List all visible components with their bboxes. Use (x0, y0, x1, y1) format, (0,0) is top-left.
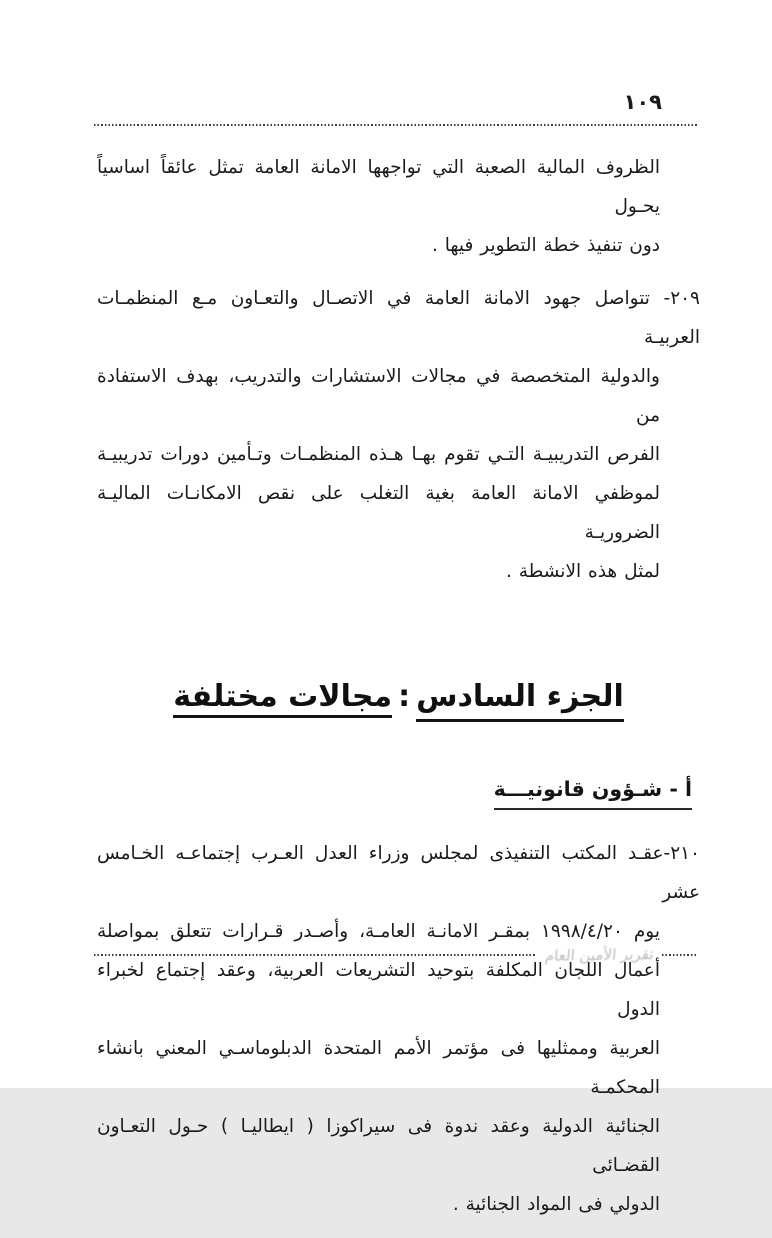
header-dotted-rule (94, 124, 698, 126)
section-heading-title: مجالات مختلفة (173, 679, 392, 718)
paragraph-line: الدولي فى المواد الجنائية . (452, 1194, 660, 1215)
subsection-heading-text: أ - شـؤون قانونيـــة (494, 777, 692, 810)
paragraph-line: لموظفي الامانة العامة بغية التغلب على نقص الامكانـات الماليـة الضروريـة (97, 483, 660, 543)
paragraph-line: الظروف المالية الصعبة التي تواجهها الامانة العامة تمثل عائقاً اساسياً يحـول (97, 157, 660, 217)
section-heading-part: الجزء السادس (416, 679, 624, 722)
paragraph-line: الجنائية الدولية وعقد ندوة فى سيراكوزا ( ايطاليـا ) حـول التعـاون القضـائى (97, 1116, 660, 1176)
paragraph-line: دون تنفيذ خطة التطوير فيها . (432, 235, 660, 256)
section-heading (97, 675, 700, 719)
footer-dotted-rule-short (662, 954, 698, 956)
page-footer (94, 946, 698, 964)
paragraph-line: أعمال اللجان المكلفة بتوحيد التشريعات العربية، وعقد إجتماع لخبراء الدول (97, 960, 660, 1020)
subsection-heading (97, 777, 692, 810)
paragraph-line: والدولية المتخصصة في مجالات الاستشارات والتدريب، بهدف الاستفادة من (97, 366, 660, 426)
paragraph-line: العربية وممثليها فى مؤتمر الأمم المتحدة الدبلوماسـي المعني بانشاء المحكمـة (97, 1038, 660, 1098)
paragraph (97, 148, 700, 265)
page-number: ١٠٩ (623, 90, 662, 114)
numbered-paragraph (97, 279, 700, 591)
numbered-paragraph (97, 834, 700, 1224)
paragraph-line: ٢١٠-عقـد المكتب التنفيذى لمجلس وزراء العدل العـرب إجتماعـه الخـامس عشر (97, 843, 700, 903)
section-heading-separator: : (398, 679, 411, 714)
footer-watermark: تقرير الأمين العام (544, 945, 655, 965)
footer-dotted-rule (94, 954, 537, 956)
document-body (97, 148, 700, 1238)
paragraph-line: ٢٠٩- تتواصل جهود الامانة العامة في الاتصـال والتعـاون مـع المنظمـات العربيـة (97, 288, 700, 348)
paragraph-line: الفرص التدريبيـة التـي تقوم بهـا هـذه المنظمـات وتـأمين دورات تدريبيـة (97, 444, 660, 465)
paragraph-line: يوم ١٩٩٨/٤/٢٠ بمقـر الامانـة العامـة، وأصـدر قـرارات تتعلق بمواصلة (97, 921, 660, 942)
paragraph-line: لمثل هذه الانشطة . (505, 561, 660, 582)
